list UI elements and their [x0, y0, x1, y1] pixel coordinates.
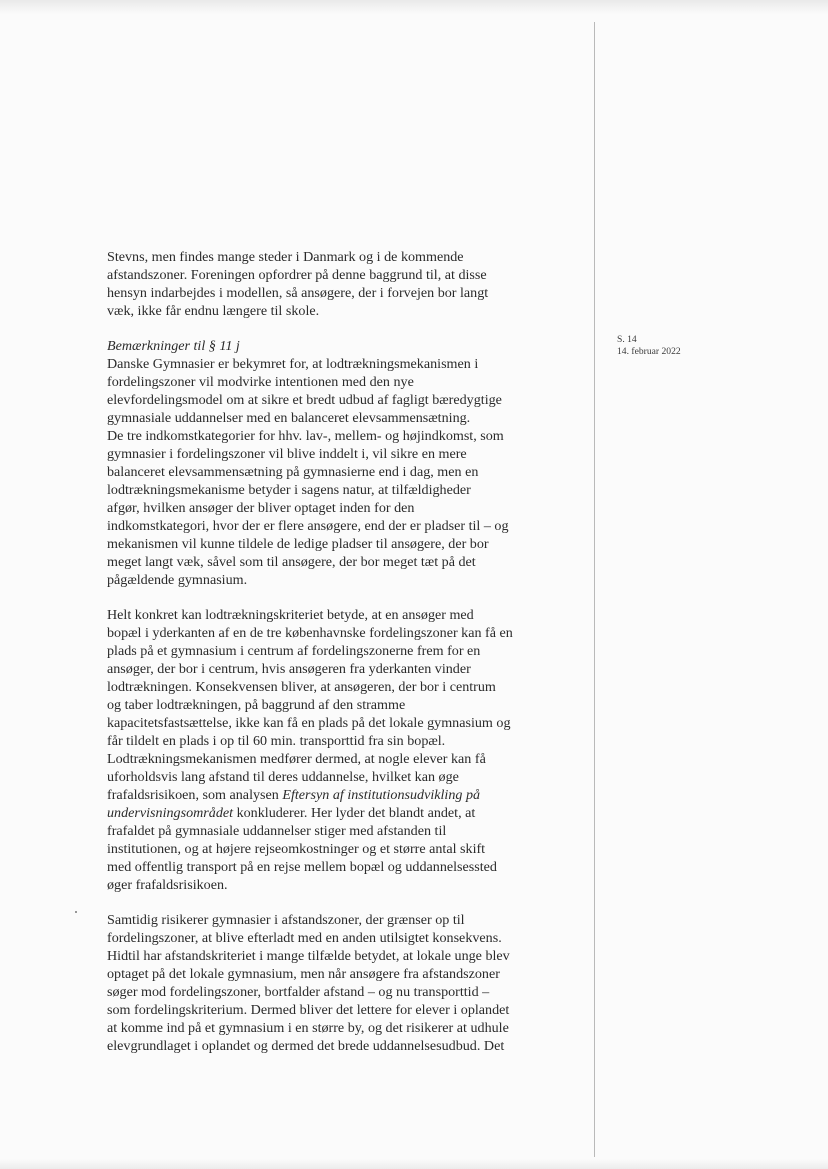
text-line: [107, 804, 575, 822]
text-line: Helt konkret kan lodtrækningskriteriet betyde, at en ansøger med: [107, 607, 474, 623]
text-line: meget langt væk, såvel som til ansøgere, der bor meget tæt på det: [107, 554, 476, 570]
text-line: [107, 786, 575, 804]
text-line: væk, ikke får endnu længere til skole.: [107, 303, 320, 319]
report-title: undervisningsområdet: [107, 805, 234, 821]
text-line: afstandszoner. Foreningen opfordrer på denne baggrund til, at disse: [107, 267, 487, 283]
text-line: De tre indkomstkategorier for hhv. lav-, mellem- og højindkomst, som: [107, 428, 504, 444]
text-line: kapacitetsfastsættelse, ikke kan få en plads på det lokale gymnasium og: [107, 715, 511, 731]
text-line: elevgrundlaget i oplandet og dermed det brede uddannelsesudbud. Det: [107, 1038, 505, 1054]
text-line: indkomstkategori, hvor der er flere ansøgere, end der er pladser til – og: [107, 518, 509, 534]
report-title: Eftersyn af institutionsudvikling på: [282, 787, 481, 803]
section-heading: Bemærkninger til § 11 j: [107, 338, 240, 354]
scan-top-edge: [0, 0, 828, 14]
text-line: gymnasiale uddannelser med en balanceret elevsammensætning.: [107, 410, 471, 426]
text-line: bopæl i yderkanten af en de tre københavnske fordelingszoner kan få en: [107, 625, 513, 641]
text-line: frafaldet på gymnasiale uddannelser stiger med afstanden til: [107, 823, 447, 839]
paragraph-lottery-example: [107, 606, 575, 894]
text-line: og taber lodtrækningen, på baggrund af den stramme: [107, 697, 406, 713]
text-line: Samtidig risikerer gymnasier i afstandszoner, der grænser op til: [107, 912, 465, 928]
text-line: plads på et gymnasium i centrum af fordelingszonerne frem for en: [107, 643, 481, 659]
text-line: pågældende gymnasium.: [107, 572, 248, 588]
text-line: får tildelt en plads i op til 60 min. transporttid fra sin bopæl.: [107, 733, 446, 749]
text-line: Danske Gymnasier er bekymret for, at lodtrækningsmekanismen i: [107, 356, 479, 372]
margin-divider-line: [594, 22, 595, 1157]
paragraph-stevns: [107, 248, 575, 320]
text-line: hensyn indarbejdes i modellen, så ansøgere, der i forvejen bor langt: [107, 285, 489, 301]
text-line: institutionen, og at højere rejseomkostninger og et større antal skift: [107, 841, 486, 857]
text-line: øger frafaldsrisikoen.: [107, 877, 228, 893]
scan-bottom-edge: [0, 1159, 828, 1169]
text-line: søger mod fordelingszoner, bortfalder afstand – og nu transporttid –: [107, 984, 490, 1000]
text-line: balanceret elevsammensætning på gymnasierne end i dag, men en: [107, 464, 479, 480]
text-line: optaget på det lokale gymnasium, men når ansøgere fra afstandszoner: [107, 966, 500, 982]
text-line: at komme ind på et gymnasium i en større by, og det risikerer at udhule: [107, 1020, 509, 1036]
text-line: elevfordelingsmodel om at sikre et bredt udbud af fagligt bæredygtige: [107, 392, 502, 408]
text-line: med offentlig transport på en rejse mellem bopæl og uddannelsessted: [107, 859, 497, 875]
margin-meta: [617, 334, 681, 358]
text-line: Lodtrækningsmekanismen medfører dermed, at nogle elever kan få: [107, 751, 486, 767]
paragraph-distance-zones: [107, 911, 575, 1055]
text-line: uforholdsvis lang afstand til deres uddannelse, hvilket kan øge: [107, 769, 459, 785]
text-line: lodtrækningen. Konsekvensen bliver, at ansøgeren, der bor i centrum: [107, 679, 496, 695]
section-11j: [107, 337, 575, 589]
text-line: som fordelingskriterium. Dermed bliver det lettere for elever i oplandet: [107, 1002, 510, 1018]
body-text: [107, 248, 575, 1055]
text-line: mekanismen vil kunne tildele de ledige pladser til ansøgere, der bor: [107, 536, 489, 552]
text-line: afgør, hvilken ansøger der bliver optaget inden for den: [107, 500, 415, 516]
text-line: ansøger, der bor i centrum, hvis ansøgeren fra yderkanten vinder: [107, 661, 471, 677]
text-segment: frafaldsrisikoen, som analysen: [107, 787, 283, 803]
text-line: Stevns, men findes mange steder i Danmark og i de kommende: [107, 249, 464, 265]
text-line: Hidtil har afstandskriteriet i mange tilfælde betydet, at lokale unge blev: [107, 948, 510, 964]
text-line: fordelingszoner vil modvirke intentionen med den nye: [107, 374, 414, 390]
page-number: S. 14: [617, 334, 637, 345]
text-line: gymnasier i fordelingszoner vil blive inddelt i, vil sikre en mere: [107, 446, 467, 462]
text-line: fordelingszoner, at blive efterladt med en anden utilsigtet konsekvens.: [107, 930, 502, 946]
text-segment: konkluderer. Her lyder det blandt andet, at: [233, 805, 476, 821]
scan-speck: [75, 911, 77, 913]
document-date: 14. februar 2022: [617, 346, 681, 357]
text-line: lodtrækningsmekanisme betyder i sagens natur, at tilfældigheder: [107, 482, 471, 498]
